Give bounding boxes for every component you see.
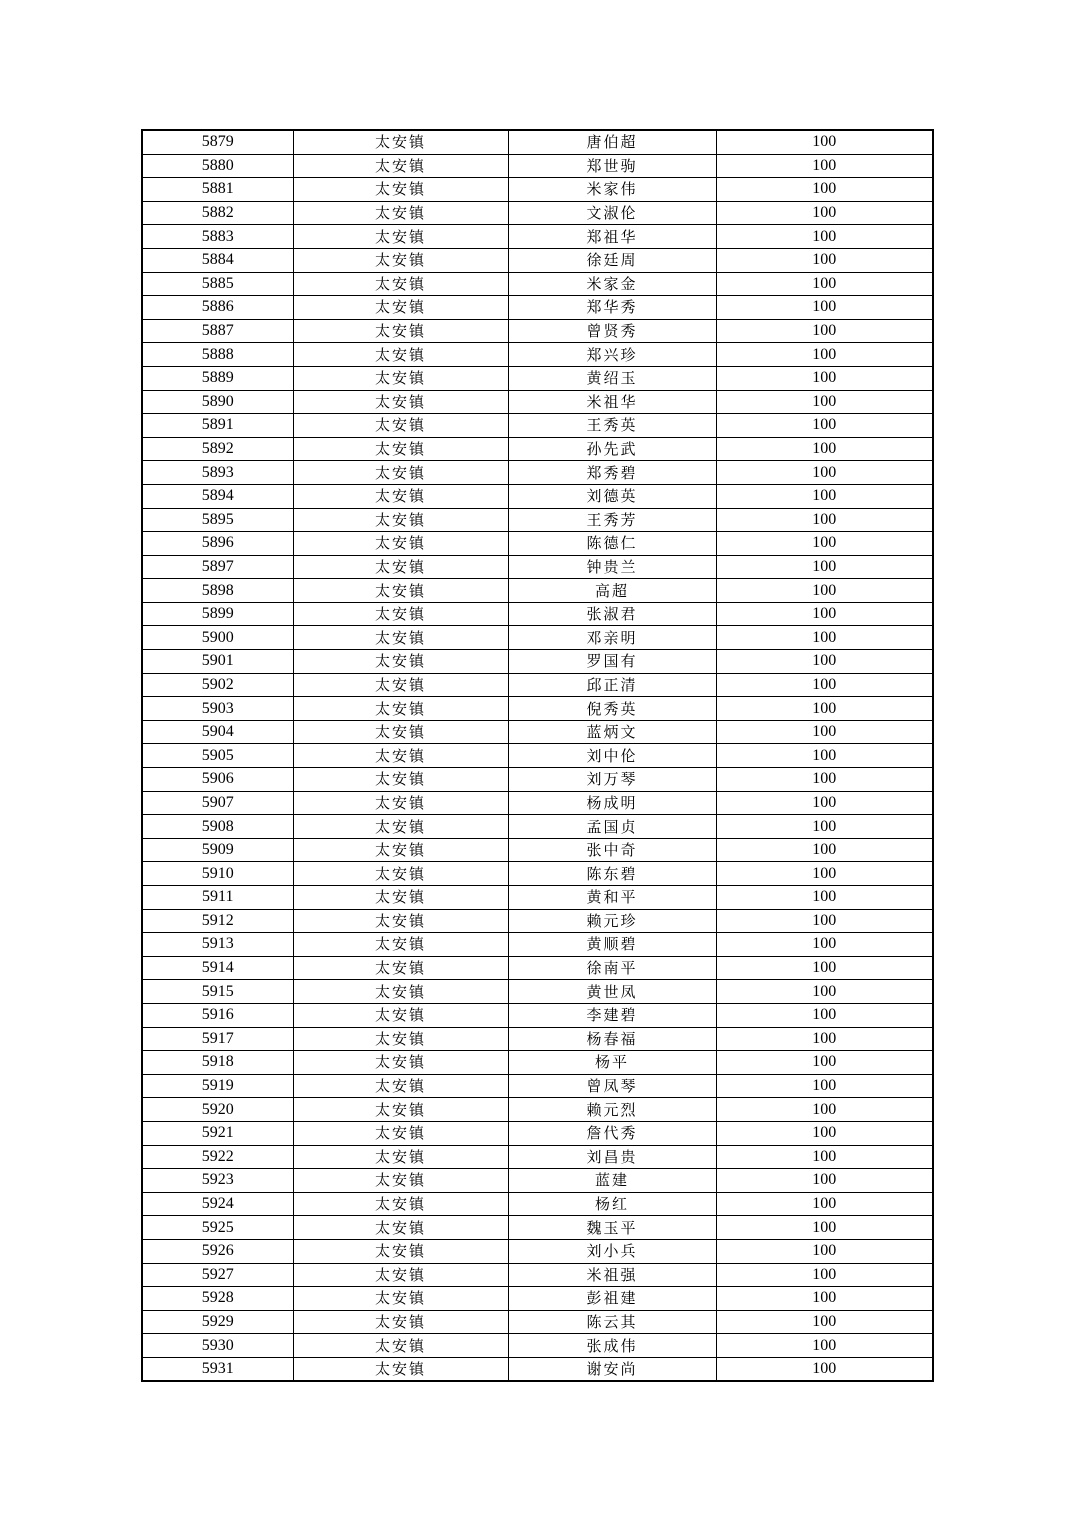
row-id-cell: 5882 — [142, 201, 293, 225]
row-name-cell: 王秀芳 — [508, 508, 716, 532]
row-name-cell: 魏玉平 — [508, 1216, 716, 1240]
row-town-cell: 太安镇 — [293, 555, 508, 579]
row-id-cell: 5913 — [142, 933, 293, 957]
row-id-cell: 5899 — [142, 602, 293, 626]
row-name-cell: 米祖强 — [508, 1263, 716, 1287]
row-amount-cell: 100 — [716, 1169, 933, 1193]
row-id-cell: 5889 — [142, 366, 293, 390]
row-name-cell: 钟贵兰 — [508, 555, 716, 579]
row-name-cell: 米家伟 — [508, 178, 716, 202]
table-row — [142, 673, 933, 697]
row-amount-cell: 100 — [716, 956, 933, 980]
table-row — [142, 461, 933, 485]
table-row — [142, 1098, 933, 1122]
row-amount-cell: 100 — [716, 296, 933, 320]
row-id-cell: 5881 — [142, 178, 293, 202]
row-id-cell: 5926 — [142, 1239, 293, 1263]
row-amount-cell: 100 — [716, 838, 933, 862]
row-name-cell: 郑祖华 — [508, 225, 716, 249]
table-row — [142, 626, 933, 650]
row-amount-cell: 100 — [716, 720, 933, 744]
row-amount-cell: 100 — [716, 673, 933, 697]
row-town-cell: 太安镇 — [293, 933, 508, 957]
row-amount-cell: 100 — [716, 1051, 933, 1075]
table-row — [142, 838, 933, 862]
row-name-cell: 张成伟 — [508, 1334, 716, 1358]
row-id-cell: 5903 — [142, 697, 293, 721]
row-amount-cell: 100 — [716, 1003, 933, 1027]
table-row — [142, 390, 933, 414]
row-town-cell: 太安镇 — [293, 343, 508, 367]
row-amount-cell: 100 — [716, 555, 933, 579]
row-town-cell: 太安镇 — [293, 1121, 508, 1145]
row-name-cell: 曾凤琴 — [508, 1074, 716, 1098]
row-amount-cell: 100 — [716, 1263, 933, 1287]
row-amount-cell: 100 — [716, 791, 933, 815]
row-amount-cell: 100 — [716, 886, 933, 910]
row-amount-cell: 100 — [716, 201, 933, 225]
table-row — [142, 768, 933, 792]
row-id-cell: 5910 — [142, 862, 293, 886]
row-id-cell: 5891 — [142, 414, 293, 438]
row-town-cell: 太安镇 — [293, 720, 508, 744]
row-id-cell: 5888 — [142, 343, 293, 367]
row-id-cell: 5907 — [142, 791, 293, 815]
row-name-cell: 赖元珍 — [508, 909, 716, 933]
row-town-cell: 太安镇 — [293, 248, 508, 272]
row-name-cell: 黄顺碧 — [508, 933, 716, 957]
row-id-cell: 5883 — [142, 225, 293, 249]
row-name-cell: 刘昌贵 — [508, 1145, 716, 1169]
row-name-cell: 刘小兵 — [508, 1239, 716, 1263]
table-row — [142, 602, 933, 626]
row-id-cell: 5929 — [142, 1310, 293, 1334]
row-town-cell: 太安镇 — [293, 1239, 508, 1263]
row-name-cell: 张中奇 — [508, 838, 716, 862]
row-town-cell: 太安镇 — [293, 414, 508, 438]
row-town-cell: 太安镇 — [293, 484, 508, 508]
row-town-cell: 太安镇 — [293, 1216, 508, 1240]
row-amount-cell: 100 — [716, 1239, 933, 1263]
row-amount-cell: 100 — [716, 508, 933, 532]
row-id-cell: 5924 — [142, 1192, 293, 1216]
roster-table-body — [142, 130, 933, 1381]
row-amount-cell: 100 — [716, 909, 933, 933]
row-amount-cell: 100 — [716, 178, 933, 202]
row-amount-cell: 100 — [716, 1145, 933, 1169]
table-row — [142, 933, 933, 957]
row-id-cell: 5917 — [142, 1027, 293, 1051]
row-town-cell: 太安镇 — [293, 319, 508, 343]
row-id-cell: 5918 — [142, 1051, 293, 1075]
row-name-cell: 杨红 — [508, 1192, 716, 1216]
row-id-cell: 5904 — [142, 720, 293, 744]
row-id-cell: 5905 — [142, 744, 293, 768]
row-amount-cell: 100 — [716, 697, 933, 721]
row-town-cell: 太安镇 — [293, 1263, 508, 1287]
row-id-cell: 5922 — [142, 1145, 293, 1169]
row-town-cell: 太安镇 — [293, 532, 508, 556]
table-row — [142, 791, 933, 815]
row-name-cell: 徐廷周 — [508, 248, 716, 272]
row-id-cell: 5886 — [142, 296, 293, 320]
row-town-cell: 太安镇 — [293, 178, 508, 202]
row-id-cell: 5892 — [142, 437, 293, 461]
row-town-cell: 太安镇 — [293, 130, 508, 154]
row-amount-cell: 100 — [716, 768, 933, 792]
row-amount-cell: 100 — [716, 366, 933, 390]
row-id-cell: 5901 — [142, 650, 293, 674]
table-row — [142, 1263, 933, 1287]
table-row — [142, 484, 933, 508]
row-id-cell: 5927 — [142, 1263, 293, 1287]
table-row — [142, 130, 933, 154]
table-row — [142, 1310, 933, 1334]
table-row — [142, 343, 933, 367]
row-name-cell: 王秀英 — [508, 414, 716, 438]
table-row — [142, 225, 933, 249]
row-amount-cell: 100 — [716, 248, 933, 272]
table-row — [142, 1192, 933, 1216]
row-name-cell: 彭祖建 — [508, 1287, 716, 1311]
row-amount-cell: 100 — [716, 626, 933, 650]
table-row — [142, 248, 933, 272]
row-town-cell: 太安镇 — [293, 579, 508, 603]
row-town-cell: 太安镇 — [293, 815, 508, 839]
table-row — [142, 1357, 933, 1381]
row-name-cell: 高超 — [508, 579, 716, 603]
row-id-cell: 5896 — [142, 532, 293, 556]
table-row — [142, 508, 933, 532]
row-id-cell: 5923 — [142, 1169, 293, 1193]
row-town-cell: 太安镇 — [293, 673, 508, 697]
table-row — [142, 272, 933, 296]
table-row — [142, 886, 933, 910]
table-row — [142, 437, 933, 461]
row-amount-cell: 100 — [716, 815, 933, 839]
table-row — [142, 720, 933, 744]
table-row — [142, 296, 933, 320]
row-name-cell: 黄绍玉 — [508, 366, 716, 390]
row-amount-cell: 100 — [716, 1192, 933, 1216]
row-name-cell: 孙先武 — [508, 437, 716, 461]
table-row — [142, 1145, 933, 1169]
row-town-cell: 太安镇 — [293, 626, 508, 650]
row-amount-cell: 100 — [716, 1098, 933, 1122]
row-name-cell: 郑兴珍 — [508, 343, 716, 367]
row-id-cell: 5911 — [142, 886, 293, 910]
row-id-cell: 5893 — [142, 461, 293, 485]
row-amount-cell: 100 — [716, 532, 933, 556]
row-name-cell: 郑华秀 — [508, 296, 716, 320]
row-town-cell: 太安镇 — [293, 1027, 508, 1051]
row-amount-cell: 100 — [716, 1074, 933, 1098]
row-id-cell: 5900 — [142, 626, 293, 650]
row-town-cell: 太安镇 — [293, 602, 508, 626]
table-row — [142, 414, 933, 438]
table-row — [142, 956, 933, 980]
row-id-cell: 5908 — [142, 815, 293, 839]
row-id-cell: 5914 — [142, 956, 293, 980]
row-amount-cell: 100 — [716, 319, 933, 343]
row-name-cell: 刘德英 — [508, 484, 716, 508]
row-town-cell: 太安镇 — [293, 744, 508, 768]
row-id-cell: 5879 — [142, 130, 293, 154]
table-row — [142, 1169, 933, 1193]
row-id-cell: 5925 — [142, 1216, 293, 1240]
row-id-cell: 5930 — [142, 1334, 293, 1358]
row-amount-cell: 100 — [716, 862, 933, 886]
table-row — [142, 1121, 933, 1145]
row-name-cell: 陈东碧 — [508, 862, 716, 886]
roster-table — [141, 129, 934, 1382]
row-amount-cell: 100 — [716, 461, 933, 485]
row-name-cell: 郑世驹 — [508, 154, 716, 178]
row-town-cell: 太安镇 — [293, 437, 508, 461]
table-row — [142, 1003, 933, 1027]
row-id-cell: 5909 — [142, 838, 293, 862]
table-row — [142, 980, 933, 1004]
row-amount-cell: 100 — [716, 272, 933, 296]
row-amount-cell: 100 — [716, 414, 933, 438]
table-row — [142, 579, 933, 603]
row-id-cell: 5894 — [142, 484, 293, 508]
row-id-cell: 5902 — [142, 673, 293, 697]
row-name-cell: 邱正清 — [508, 673, 716, 697]
table-row — [142, 909, 933, 933]
row-town-cell: 太安镇 — [293, 1192, 508, 1216]
row-amount-cell: 100 — [716, 744, 933, 768]
row-town-cell: 太安镇 — [293, 697, 508, 721]
row-id-cell: 5920 — [142, 1098, 293, 1122]
row-amount-cell: 100 — [716, 650, 933, 674]
row-name-cell: 杨春福 — [508, 1027, 716, 1051]
row-id-cell: 5884 — [142, 248, 293, 272]
row-name-cell: 米家金 — [508, 272, 716, 296]
row-name-cell: 陈云其 — [508, 1310, 716, 1334]
row-id-cell: 5916 — [142, 1003, 293, 1027]
row-id-cell: 5919 — [142, 1074, 293, 1098]
row-name-cell: 罗国有 — [508, 650, 716, 674]
row-amount-cell: 100 — [716, 1287, 933, 1311]
row-id-cell: 5887 — [142, 319, 293, 343]
row-amount-cell: 100 — [716, 437, 933, 461]
row-name-cell: 李建碧 — [508, 1003, 716, 1027]
row-amount-cell: 100 — [716, 130, 933, 154]
row-town-cell: 太安镇 — [293, 201, 508, 225]
row-amount-cell: 100 — [716, 390, 933, 414]
row-town-cell: 太安镇 — [293, 272, 508, 296]
row-id-cell: 5906 — [142, 768, 293, 792]
row-id-cell: 5928 — [142, 1287, 293, 1311]
row-id-cell: 5880 — [142, 154, 293, 178]
table-row — [142, 862, 933, 886]
row-town-cell: 太安镇 — [293, 1003, 508, 1027]
row-amount-cell: 100 — [716, 484, 933, 508]
row-name-cell: 曾贤秀 — [508, 319, 716, 343]
row-amount-cell: 100 — [716, 933, 933, 957]
row-amount-cell: 100 — [716, 1310, 933, 1334]
row-amount-cell: 100 — [716, 1216, 933, 1240]
row-name-cell: 倪秀英 — [508, 697, 716, 721]
row-name-cell: 杨平 — [508, 1051, 716, 1075]
row-town-cell: 太安镇 — [293, 909, 508, 933]
row-name-cell: 张淑君 — [508, 602, 716, 626]
row-town-cell: 太安镇 — [293, 1287, 508, 1311]
row-name-cell: 黄世凤 — [508, 980, 716, 1004]
table-row — [142, 319, 933, 343]
row-town-cell: 太安镇 — [293, 980, 508, 1004]
row-name-cell: 刘中伦 — [508, 744, 716, 768]
row-town-cell: 太安镇 — [293, 1145, 508, 1169]
row-name-cell: 黄和平 — [508, 886, 716, 910]
row-amount-cell: 100 — [716, 343, 933, 367]
row-name-cell: 谢安尚 — [508, 1357, 716, 1381]
row-id-cell: 5898 — [142, 579, 293, 603]
table-row — [142, 201, 933, 225]
row-name-cell: 郑秀碧 — [508, 461, 716, 485]
row-id-cell: 5897 — [142, 555, 293, 579]
table-row — [142, 1334, 933, 1358]
row-amount-cell: 100 — [716, 602, 933, 626]
table-row — [142, 815, 933, 839]
row-town-cell: 太安镇 — [293, 862, 508, 886]
table-row — [142, 555, 933, 579]
table-row — [142, 532, 933, 556]
row-name-cell: 刘万琴 — [508, 768, 716, 792]
row-town-cell: 太安镇 — [293, 1169, 508, 1193]
row-amount-cell: 100 — [716, 225, 933, 249]
row-name-cell: 唐伯超 — [508, 130, 716, 154]
table-row — [142, 697, 933, 721]
row-town-cell: 太安镇 — [293, 1098, 508, 1122]
row-name-cell: 米祖华 — [508, 390, 716, 414]
table-row — [142, 1287, 933, 1311]
table-row — [142, 366, 933, 390]
row-town-cell: 太安镇 — [293, 1051, 508, 1075]
row-town-cell: 太安镇 — [293, 225, 508, 249]
row-town-cell: 太安镇 — [293, 296, 508, 320]
row-amount-cell: 100 — [716, 1357, 933, 1381]
row-name-cell: 蓝建 — [508, 1169, 716, 1193]
row-id-cell: 5890 — [142, 390, 293, 414]
table-row — [142, 1074, 933, 1098]
table-row — [142, 744, 933, 768]
row-amount-cell: 100 — [716, 1027, 933, 1051]
row-amount-cell: 100 — [716, 154, 933, 178]
row-town-cell: 太安镇 — [293, 366, 508, 390]
row-town-cell: 太安镇 — [293, 791, 508, 815]
row-town-cell: 太安镇 — [293, 956, 508, 980]
row-amount-cell: 100 — [716, 980, 933, 1004]
row-town-cell: 太安镇 — [293, 390, 508, 414]
row-town-cell: 太安镇 — [293, 886, 508, 910]
row-town-cell: 太安镇 — [293, 838, 508, 862]
table-row — [142, 1051, 933, 1075]
row-name-cell: 文淑伦 — [508, 201, 716, 225]
row-amount-cell: 100 — [716, 579, 933, 603]
row-amount-cell: 100 — [716, 1334, 933, 1358]
row-name-cell: 陈德仁 — [508, 532, 716, 556]
row-name-cell: 孟国贞 — [508, 815, 716, 839]
table-row — [142, 1239, 933, 1263]
row-town-cell: 太安镇 — [293, 768, 508, 792]
row-name-cell: 杨成明 — [508, 791, 716, 815]
table-row — [142, 1216, 933, 1240]
row-town-cell: 太安镇 — [293, 508, 508, 532]
table-row — [142, 178, 933, 202]
row-town-cell: 太安镇 — [293, 1334, 508, 1358]
row-id-cell: 5912 — [142, 909, 293, 933]
row-id-cell: 5915 — [142, 980, 293, 1004]
row-town-cell: 太安镇 — [293, 1310, 508, 1334]
row-id-cell: 5895 — [142, 508, 293, 532]
table-row — [142, 650, 933, 674]
row-amount-cell: 100 — [716, 1121, 933, 1145]
row-name-cell: 蓝炳文 — [508, 720, 716, 744]
row-id-cell: 5921 — [142, 1121, 293, 1145]
row-name-cell: 赖元烈 — [508, 1098, 716, 1122]
row-name-cell: 徐南平 — [508, 956, 716, 980]
row-town-cell: 太安镇 — [293, 154, 508, 178]
row-name-cell: 詹代秀 — [508, 1121, 716, 1145]
table-row — [142, 154, 933, 178]
row-id-cell: 5885 — [142, 272, 293, 296]
row-town-cell: 太安镇 — [293, 1357, 508, 1381]
row-town-cell: 太安镇 — [293, 650, 508, 674]
row-town-cell: 太安镇 — [293, 1074, 508, 1098]
row-name-cell: 邓亲明 — [508, 626, 716, 650]
row-town-cell: 太安镇 — [293, 461, 508, 485]
table-row — [142, 1027, 933, 1051]
row-id-cell: 5931 — [142, 1357, 293, 1381]
